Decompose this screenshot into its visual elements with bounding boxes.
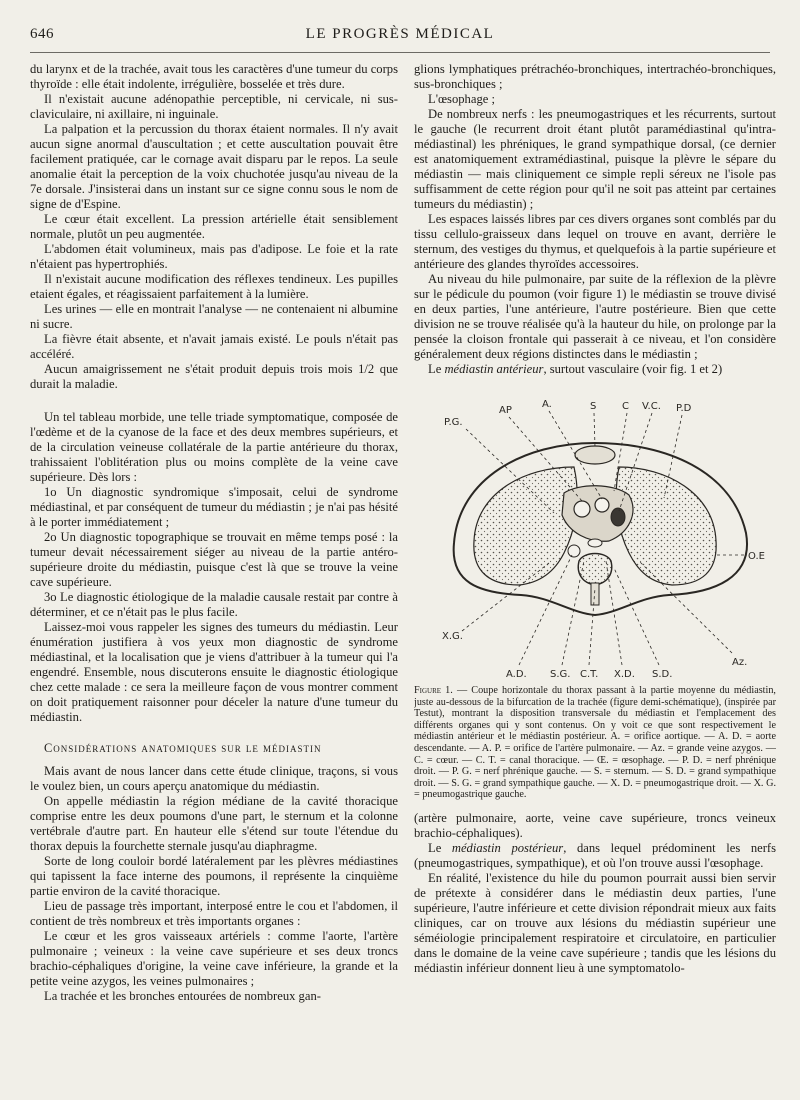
section-heading: Considérations anatomiques sur le médiastin [44, 741, 322, 755]
paragraph: La fièvre était absente, et n'avait jamais existé. Le pouls n'était pas accéléré. [30, 332, 398, 361]
fig-label-xd: X.D. [614, 669, 635, 680]
pulmonary-orifice [595, 498, 609, 512]
fig-label-oe: O.E [748, 551, 765, 562]
fig-label-c: C [622, 401, 629, 412]
fig-label-sg: S.G. [550, 669, 571, 680]
paragraph: Mais avant de nous lancer dans cette étude clinique, traçons, si vous le voulez bien, un cours aperçu anatomique du médiastin. [30, 764, 398, 793]
page-header [30, 18, 770, 53]
paragraph: Les espaces laissés libres par ces divers organes sont comblés par du tissu cellulo-graisseux dans lequel on trouve en avant, derrière le sternum, des vestiges du thymus, et quelquefois à la partie supérieure et antérieure des glandes thyroïdes accessoires. [414, 212, 776, 271]
figure-caption [414, 685, 776, 801]
text: Le [428, 840, 452, 855]
sternum [575, 446, 615, 464]
figure-1 [414, 383, 776, 683]
paragraph: De nombreux nerfs : les pneumogastriques et les récurrents, surtout le gauche (le recurrent droit étant plutôt paramédiastinal qu'intra-médiastinal) les phréniques, le grand sympathique dorsal, (ce dernier est anatomiquement extramédiastinal, puisque la plèvre le sépare du médiastin — mais cliniquement ce simple repli séreux ne l'isole pas suffisamment de cette région pour qu'il ne soit pas atteint par certaines tumeurs du médiastin) ; [414, 107, 776, 211]
paragraph: Laissez-moi vous rappeler les signes des tumeurs du médiastin. Leur énumération justifiera à vos yeux mon diagnostic de syndrome médiastinal, et la localisation que je viens d'attribuer à la tumeur qui l'a engendré. Ensemble, nous discuterons ensuite le diagnostic étiologique chez cette malade : ce sera la meilleure façon de vous montrer comment on doit pratiquement raisonner pour déceler la nature d'une tumeur du médiastin. [30, 620, 398, 724]
text: , surtout vasculaire (voir fig. 1 et 2) [543, 362, 723, 376]
paragraph: (artère pulmonaire, aorte, veine cave supérieure, troncs veineux brachio-céphaliques). [414, 810, 776, 840]
left-column [30, 62, 398, 1092]
vertebra [578, 554, 612, 586]
paragraph: Le cœur et les gros vaisseaux artériels : comme l'aorte, l'artère pulmonaire ; veineux : la veine cave supérieure et ses deux troncs brachio-céphaliques d'origine, la veine cave inférieure, la grande et la petite veine azygos, les veines pulmonaires ; [30, 929, 398, 988]
caption-legend: A. = orifice aortique. — A. D. = aorte descendante. — A. P. = orifice de l'artère pulmonaire. — Az. = grande veine azygos. — C. = cœur. — C. T. = canal thoracique. — Œ. = œsophage. — P. D. = nerf phrénique droit. — P. G. = nerf phrénique gauche. — S. = sternum. — S. D. = grand sympathique droit. — S. G. = grand sympathique gauche. — X. D. = pneumogastrique droit. — X. G. = pneumogastrique gauche. [414, 731, 776, 801]
right-lung [616, 467, 716, 585]
fig-label-ap: AP [499, 405, 512, 416]
paragraph: Lieu de passage très important, interposé entre le cou et l'abdomen, il contient de très nombreux et très importants organes : [30, 899, 398, 928]
fig-label-az: Az. [732, 657, 748, 668]
paragraph: Au niveau du hile pulmonaire, par suite de la réflexion de la plèvre sur le pédicule du poumon (voir figure 1) le médiastin se trouve divisé en deux parties, l'une antérieure, l'autre postérieure. Bien que cette division ne se trouve réalisée qu'à la hauteur du hile, on prolonge par la pensée la cloison frontale qui passerait à ce niveau, et l'on considère généralement deux régions distinctes dans le médiastin ; [414, 272, 776, 361]
paragraph: Aucun amaigrissement ne s'était produit depuis trois mois 1/2 que durait la maladie. [30, 362, 398, 391]
paragraph: glions lymphatiques prétrachéo-bronchiques, intertrachéo-bronchiques, sus-bronchiques ; [414, 62, 776, 91]
vena-cava [611, 508, 625, 526]
paragraph: 3o Le diagnostic étiologique de la maladie causale restait par contre à déterminer, et ce n'était pas le plus facile. [30, 590, 398, 619]
paragraph: 2o Un diagnostic topographique se trouvait en même temps posé : la tumeur devait nécessairement siéger au niveau de la partie antéro-supérieure droite du médiastin, puisque c'est là que se trouve la veine cave supérieure. [30, 530, 398, 589]
thorax-cross-section-illustration [414, 383, 776, 683]
descending-aorta [568, 545, 580, 557]
fig-label-pd: P.D [676, 403, 692, 414]
fig-label-a: A. [542, 399, 552, 410]
fig-label-ad: A.D. [506, 669, 527, 680]
fig-label-sd: S.D. [652, 669, 673, 680]
page-number: 646 [30, 26, 54, 42]
paragraph: Un tel tableau morbide, une telle triade symptomatique, composée de l'œdème et de la cyanose de la face et des deux membres supérieurs, et de la circulation veineuse collatérale de la partie antérieure du thorax, trahissaient l'oblitération plus ou moins complète de la veine cave supérieure. Dès lors : [30, 410, 398, 484]
posterior-paragraph [414, 841, 776, 871]
paragraph: L'œsophage ; [428, 92, 495, 106]
caption-text: — Coupe horizontale du thorax passant à la partie moyenne du médiastin, juste au-dessous de la bifurcation de la trachée (figure demi-schématique), (inspirée par Testut), montrant la disposition transversale du médiastin et l'emplacement des différents organes qui y sont contenus. On y voit ce que sont respectivement le médiastin antérieur et le médiastin postérieur. [414, 685, 776, 743]
figure-intro [414, 362, 776, 377]
paragraph: Les urines — elle en montrait l'analyse — ne contenaient ni albumine ni sucre. [30, 302, 398, 331]
text: , dans lequel prédominent les nerfs (pneumogastriques, sympathique), et où l'on trouve aussi l'œsophage. [414, 840, 776, 870]
paragraph: Sorte de long couloir bordé latéralement par les plèvres médiastines qui tapissent la face interne des poumons, il représente la cinquième partie environ de la cavité thoracique. [30, 854, 398, 898]
left-lung [474, 467, 577, 585]
paragraph: Il n'existait aucune modification des réflexes tendineux. Les pupilles etaient égales, et réagissaient parfaitement à la lumière. [30, 272, 398, 301]
paragraph: du larynx et de la trachée, avait tous les caractères d'une tumeur du corps thyroïde : elle était indolente, irrégulière, bosselée et très dure. [30, 62, 398, 91]
oesophagus [588, 539, 602, 547]
aortic-orifice [574, 501, 590, 517]
running-head: LE PROGRÈS MÉDICAL [305, 26, 495, 42]
caption-figure-number: Figure 1. [414, 685, 453, 696]
italic-term: médiastin postérieur [451, 840, 564, 855]
paragraph: Le cœur était excellent. La pression artérielle était sensiblement normale, plutôt un peu augmentée. [30, 212, 398, 241]
italic-term: médiastin antérieur [444, 362, 544, 376]
paragraph: La trachée et les bronches entourées de nombreux gan- [44, 989, 321, 1003]
fig-label-s: S [590, 401, 597, 412]
paragraph: La palpation et la percussion du thorax étaient normales. Il n'y avait aucun signe anormal d'auscultation ; et cette auscultation pouvait être facilement pratiquée, car le cornage avait disparu par le repos. La seule anomalie était la perception de la voix chuchotée jusqu'au niveau de la 7e dorsale. J'insisterai dans un instant sur ce signe connu sous le nom de signe de d'Espine. [30, 122, 398, 211]
fig-label-pg: P.G. [444, 417, 463, 428]
paragraph: Il n'existait aucune adénopathie perceptible, ni cervicale, ni sus-claviculaire, ni axillaire, ni inguinale. [30, 92, 398, 121]
text: Le [428, 362, 445, 376]
paragraph: 1o Un diagnostic syndromique s'imposait, celui de syndrome médiastinal, et par conséquent de tumeur du médiastin ; je n'ai pas hésité à le porter immédiatement ; [30, 485, 398, 529]
spinous-process [591, 583, 599, 605]
fig-label-vc: V.C. [642, 401, 661, 412]
paragraph: L'abdomen était volumineux, mais pas d'adipose. Le foie et la rate n'étaient pas hypertrophiés. [30, 242, 398, 271]
paragraph: En réalité, l'existence du hile du poumon pourrait aussi bien servir de prétexte à considérer dans le médiastin deux parties, l'une supérieure, l'autre inférieure et cette division répondrait mieux aux faits cliniques, car on trouve aux lésions du médiastin supérieur une séméiologie principalement respiratoire et circulatoire, en particulier dans le domaine de la veine cave supérieure ; tandis que les lésions du médiastin inférieur donnent lieu à une symptomatolo- [414, 870, 776, 975]
paragraph: On appelle médiastin la région médiane de la cavité thoracique comprise entre les deux poumons d'une part, le sternum et la colonne vertébrale d'autre part. En hauteur elle s'étend sur toute l'étendue du thorax depuis la fourchette sternale jusqu'au diaphragme. [30, 794, 398, 853]
right-column [414, 62, 776, 1092]
fig-label-ct: C.T. [580, 669, 599, 680]
fig-label-xg: X.G. [442, 631, 463, 642]
